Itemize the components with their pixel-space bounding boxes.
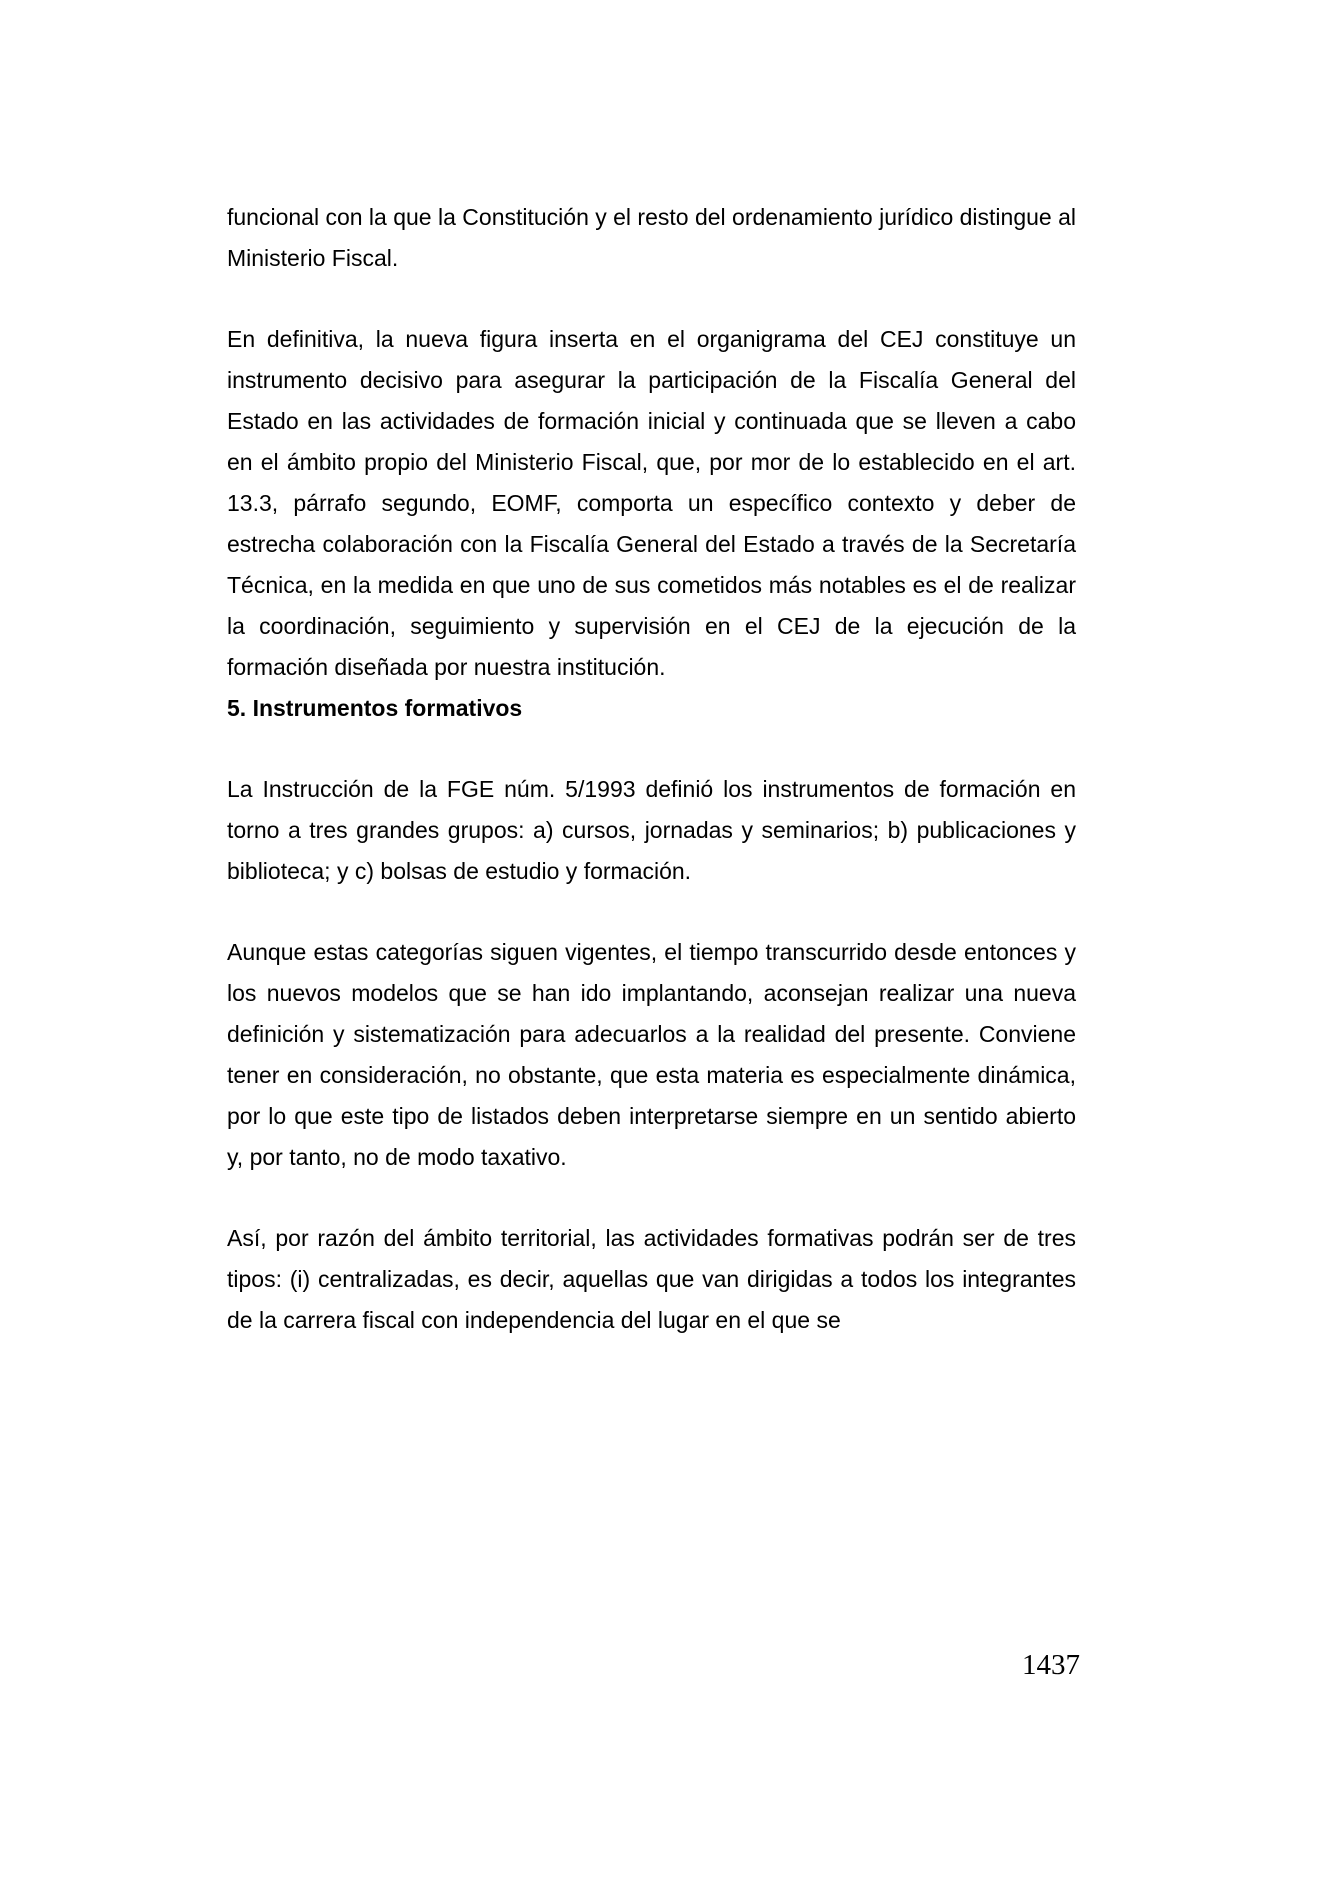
paragraph-cej-figure: En definitiva, la nueva figura inserta en el organigrama del CEJ constituye un instrumento decisivo para asegurar la participación de la Fiscalía General del Estado en las actividades de formación inicial y continuada que se lleven a cabo en el ámbito propio del Ministerio Fiscal, que, por mor de lo establecido en el art. 13.3, párrafo segundo, EOMF, comporta un específico contexto y deber de estrecha colaboración con la Fiscalía General del Estado a través de la Secretaría Técnica, en la medida en que uno de sus cometidos más notables es el de realizar la coordinación, seguimiento y supervisión en el CEJ de la ejecución de la formación diseñada por nuestra institución.	[227, 326, 1076, 680]
page-number: 1437	[1022, 1649, 1080, 1681]
section-heading: 5. Instrumentos formativos	[227, 695, 523, 721]
document-body	[227, 197, 1076, 1341]
paragraph-instruccion: La Instrucción de la FGE núm. 5/1993 definió los instrumentos de formación en torno a tres grandes grupos: a) cursos, jornadas y seminarios; b) publicaciones y biblioteca; y c) bolsas de estudio y formación.	[227, 776, 1076, 884]
paragraph-ambito-territorial: Así, por razón del ámbito territorial, las actividades formativas podrán ser de tres tipos: (i) centralizadas, es decir, aquellas que van dirigidas a todos los integrantes de la carrera fiscal con independencia del lugar en el que se	[227, 1225, 1076, 1333]
paragraph-categorias: Aunque estas categorías siguen vigentes, el tiempo transcurrido desde entonces y los nuevos modelos que se han ido implantando, aconsejan realizar una nueva definición y sistematización para adecuarlos a la realidad del presente. Conviene tener en consideración, no obstante, que esta materia es especialmente dinámica, por lo que este tipo de listados deben interpretarse siempre en un sentido abierto y, por tanto, no de modo taxativo.	[227, 939, 1076, 1170]
paragraph-continuation: funcional con la que la Constitución y el resto del ordenamiento jurídico distingue al Ministerio Fiscal.	[227, 204, 1076, 271]
